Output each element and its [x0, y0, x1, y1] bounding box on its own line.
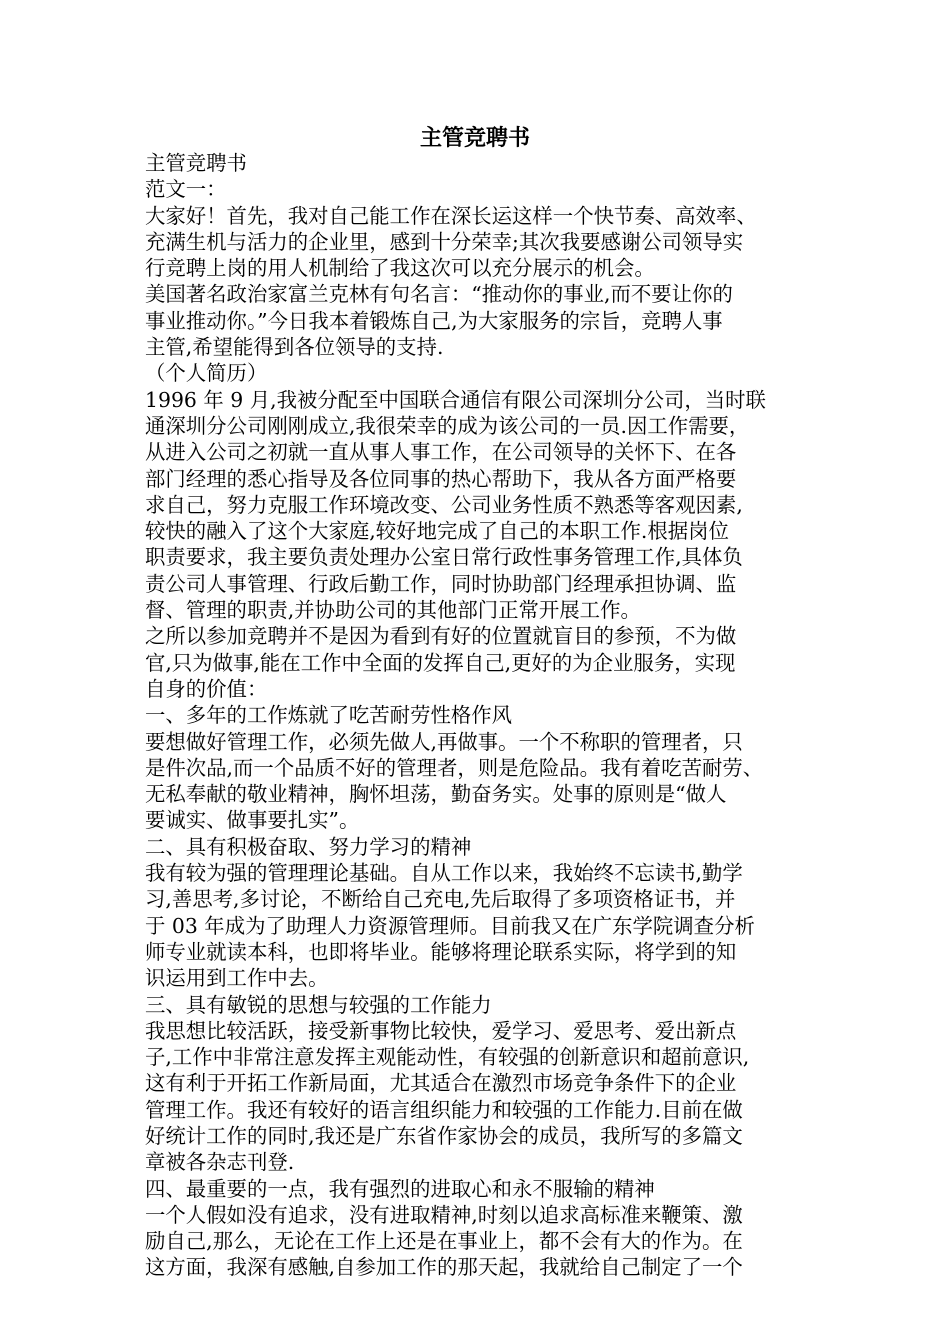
text-line: 督、管理的职责,并协助公司的其他部门正常开展工作。 [145, 598, 641, 623]
text-line: 好统计工作的同时,我还是广东省作家协会的成员，我所写的多篇文 [145, 1123, 743, 1148]
text-line: 充满生机与活力的企业里，感到十分荣幸;其次我要感谢公司领导实 [145, 229, 744, 254]
text-line: 无私奉献的敬业精神，胸怀坦荡，勤奋务实。处事的原则是“做人 [145, 782, 727, 807]
text-line: （个人简历） [145, 361, 268, 386]
text-line: 一个人假如没有追求，没有进取精神,时刻以追求高标准来鞭策、激 [145, 1202, 743, 1227]
text-line: 行竞聘上岗的用人机制给了我这次可以充分展示的机会。 [145, 256, 655, 281]
text-line: 事业推动你。”今日我本着锻炼自己,为大家服务的宗旨，竞聘人事 [145, 308, 723, 333]
document-body [145, 150, 810, 1281]
text-line: 主管竞聘书 [145, 151, 247, 175]
text-line: 我有较为强的管理理论基础。自从工作以来，我始终不忘读书,勤学 [145, 861, 743, 886]
text-line: 1996 年 9 月,我被分配至中国联合通信有限公司深圳分公司，当时联 [145, 387, 766, 412]
text-line: 职责要求，我主要负责处理办公室日常行政性事务管理工作,具体负 [145, 545, 743, 570]
text-line: 部门经理的悉心指导及各位同事的热心帮助下，我从各方面严格要 [145, 466, 737, 491]
text-line: 美国著名政治家富兰克林有句名言：“推动你的事业,而不要让你的 [145, 282, 733, 307]
text-line: 我思想比较活跃，接受新事物比较快，爱学习、爱思考、爱出新点 [145, 1018, 737, 1043]
text-line: 一、多年的工作炼就了吃苦耐劳性格作风 [145, 703, 513, 728]
text-line: 二、具有积极奋取、努力学习的精神 [145, 834, 472, 859]
text-line: 大家好！首先，我对自己能工作在深长运这样一个快节奏、高效率、 [145, 203, 757, 228]
text-line: 从进入公司之初就一直从事人事工作，在公司领导的关怀下、在各 [145, 440, 737, 465]
text-line: 要诚实、做事要扎实”。 [145, 808, 360, 833]
text-line: 三、具有敏锐的思想与较强的工作能力 [145, 992, 492, 1017]
text-line: 责公司人事管理、行政后勤工作，同时协助部门经理承担协调、监 [145, 571, 737, 596]
text-line: 官,只为做事,能在工作中全面的发挥自己,更好的为企业服务，实现 [145, 650, 736, 675]
document-title: 主管竞聘书 [419, 125, 530, 151]
text-line: 励自己,那么，无论在工作上还是在事业上，都不会有大的作为。在 [145, 1229, 743, 1254]
text-line: 习,善思考,多讨论，不断给自己充电,先后取得了多项资格证书，并 [145, 887, 736, 912]
text-line: 求自己，努力克服工作环境改变、公司业务性质不熟悉等客观因素, [145, 492, 743, 517]
text-line: 之所以参加竞聘并不是因为看到有好的位置就盲目的参预，不为做 [145, 624, 737, 649]
text-line: 于 03 年成为了助理人力资源管理师。目前我又在广东学院调查分析 [145, 913, 755, 938]
text-line: 识运用到工作中去。 [145, 966, 329, 991]
text-line: 是件次品,而一个品质不好的管理者，则是危险品。我有着吃苦耐劳、 [145, 755, 764, 780]
text-line: 管理工作。我还有较好的语言组织能力和较强的工作能力.目前在做 [145, 1097, 743, 1122]
text-line: 范文一： [145, 177, 227, 202]
text-line: 这方面，我深有感触,自参加工作的那天起，我就给自己制定了一个 [145, 1255, 743, 1280]
text-line: 通深圳分公司刚刚成立,我很荣幸的成为该公司的一员.因工作需要， [145, 413, 750, 438]
text-line: 较快的融入了这个大家庭,较好地完成了自己的本职工作.根据岗位 [145, 519, 729, 544]
text-line: 章被各杂志刊登. [145, 1150, 295, 1175]
text-line: 主管,希望能得到各位领导的支持. [145, 335, 444, 360]
text-line: 要想做好管理工作，必须先做人,再做事。一个不称职的管理者，只 [145, 729, 743, 754]
text-line: 四、最重要的一点，我有强烈的进取心和永不服输的精神 [145, 1176, 655, 1201]
text-line: 这有利于开拓工作新局面，尤其适合在激烈市场竞争条件下的企业 [145, 1071, 737, 1096]
text-line: 自身的价值： [145, 676, 268, 701]
text-line: 子,工作中非常注意发挥主观能动性，有较强的创新意识和超前意识, [145, 1045, 750, 1070]
text-line: 师专业就读本科，也即将毕业。能够将理论联系实际，将学到的知 [145, 939, 737, 964]
